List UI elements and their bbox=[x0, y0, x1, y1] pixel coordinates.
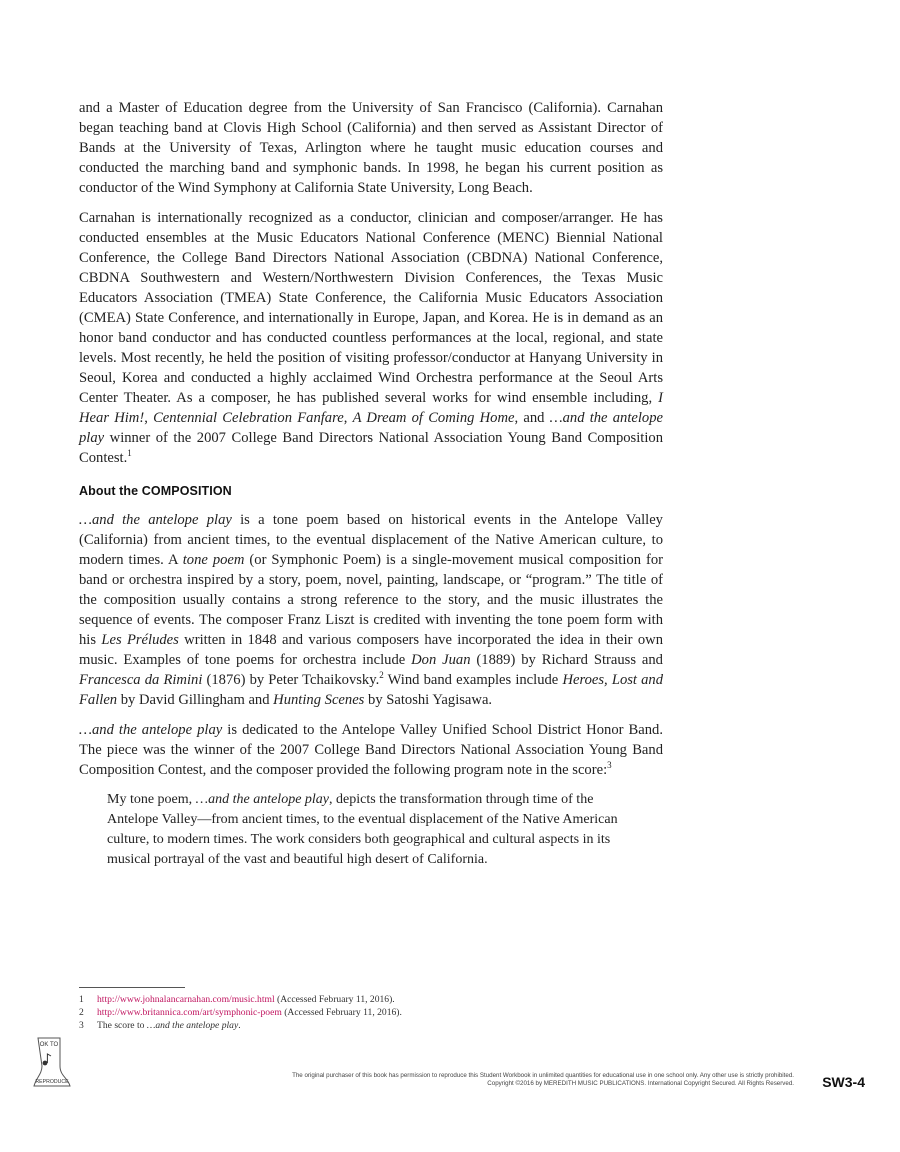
text-run: , and bbox=[514, 410, 550, 426]
italic-text: I Hear Him! bbox=[79, 390, 663, 426]
text-run: , bbox=[144, 410, 154, 426]
italic-text: Les Préludes bbox=[101, 632, 179, 648]
composition-paragraph-1 bbox=[79, 510, 663, 710]
italic-text: Centennial Celebration Fanfare bbox=[153, 410, 344, 426]
biography-paragraph-1 bbox=[79, 98, 663, 198]
italic-text: …and the antelope play bbox=[195, 792, 330, 807]
text-run: (or Symphonic Poem) is a single-movement musical composition for band or orchestra inspired by a story, poem, novel, painting, landscape, or “program.” The title of the composition usually contains a strong reference to the story, and the music illustrates the sequence of events. The composer Franz Liszt is credited with inventing the tone poem form with his bbox=[79, 552, 663, 648]
text-run: , bbox=[343, 410, 353, 426]
footnote-3: 3 The score to …and the antelope play. bbox=[79, 1020, 241, 1031]
ok-to-reproduce-icon bbox=[30, 1036, 72, 1088]
text-run: Wind band examples include bbox=[383, 672, 563, 688]
text-run: winner of the 2007 College Band Directors National Association Young Band Composition Contest. bbox=[79, 430, 663, 466]
text-run: (1889) by Richard Strauss and bbox=[470, 652, 663, 668]
footnote-1: 1 http://www.johnalancarnahan.com/music.html (Accessed February 11, 2016). bbox=[79, 994, 395, 1005]
text-run: by Satoshi Yagisawa. bbox=[364, 692, 493, 708]
text-run: and a Master of Education degree from the University of San Francisco (California). Carnahan began teaching band at Clovis High School (California) and then served as Assistant Director of Bands at the University of Texas, Arlington where he taught music education courses and conducted the marching band and symphonic bands. In 1998, he began his current position as conductor of the Wind Symphony at California State University, Long Beach. bbox=[79, 100, 663, 196]
footnote-divider bbox=[79, 987, 185, 988]
italic-text: Francesca da Rimini bbox=[79, 672, 203, 688]
italic-text: …and the antelope play bbox=[79, 410, 663, 446]
italic-text: Hunting Scenes bbox=[273, 692, 365, 708]
text-run: (1876) by Peter Tchaikovsky. bbox=[202, 672, 380, 688]
composition-paragraph-2 bbox=[79, 720, 663, 780]
text-run: , depicts the transformation through time of the Antelope Valley—from ancient times, to the eventual displacement of the Native American culture, to modern times. The work considers both geographical and cultural aspects in its musical portrayal of the vast and beautiful high desert of California. bbox=[107, 792, 618, 867]
italic-text: tone poem bbox=[182, 552, 245, 568]
text-run: by David Gillingham and bbox=[117, 692, 274, 708]
italic-text: Don Juan bbox=[411, 652, 471, 668]
biography-paragraph-2 bbox=[79, 208, 663, 468]
text-run: is a tone poem based on historical events in the Antelope Valley (California) from ancient times, to the eventual displacement of the Native American culture, to modern times. A bbox=[79, 512, 663, 568]
footnote-2-link[interactable]: http://www.britannica.com/art/symphonic-poem bbox=[97, 1007, 282, 1018]
italic-text: Heroes, Lost and Fallen bbox=[79, 672, 664, 708]
footnote-2: 2 http://www.britannica.com/art/symphonic-poem (Accessed February 11, 2016). bbox=[79, 1007, 402, 1018]
text-run: My tone poem, bbox=[107, 792, 196, 807]
italic-text: …and the antelope play bbox=[79, 722, 223, 738]
music-note-icon bbox=[43, 1061, 48, 1066]
footnote-ref: 1 bbox=[127, 448, 132, 459]
italic-text: …and the antelope play bbox=[79, 512, 232, 528]
footnote-ref: 3 bbox=[607, 760, 612, 771]
page-number: SW3-4 bbox=[822, 1074, 865, 1090]
text-run: Carnahan is internationally recognized as a conductor, clinician and composer/arranger. He has conducted ensembles at the Music Educators National Conference (MENC) Biennial National Conference, the College Band Directors National Association (CBDNA) National Conference, CBDNA Southwestern and Western/Northwestern Division Conferences, the Texas Music Educators Association (TMEA) State Conference, the California Music Educators Association (CMEA) State Conference, and internationally in Europe, Japan, and Korea. He is in demand as an honor band conductor and has conducted countless performances at the local, regional, and state levels. Most recently, he held the position of visiting professor/conductor at Hanyang University in Seoul, Korea and conducted a highly acclaimed Wind Orchestra performance at the Seoul Arts Center Theater. As a composer, he has published several works for wind ensemble including, bbox=[79, 210, 663, 406]
footnote-ref: 2 bbox=[379, 670, 384, 681]
footer-line-1: The original purchaser of this book has permission to reproduce this Student Workbook in unlimited quantities for educational use in one school only. Any other use is strictly prohibited. bbox=[292, 1072, 794, 1079]
copyright-notice bbox=[80, 1072, 794, 1088]
main-content bbox=[79, 98, 663, 870]
badge-line2: REPRODUCE bbox=[35, 1079, 69, 1085]
badge-line1: OK TO bbox=[39, 1042, 59, 1048]
text-run: written in 1848 and various composers have incorporated the idea in their own music. Examples of tone poems for orchestra include bbox=[79, 632, 663, 668]
footnotes bbox=[79, 993, 402, 1032]
program-note-quote bbox=[107, 790, 635, 870]
footer-line-2: Copyright ©2016 by MEREDITH MUSIC PUBLICATIONS. International Copyright Secured. All Rights Reserved. bbox=[487, 1080, 794, 1087]
italic-text: A Dream of Coming Home bbox=[352, 410, 515, 426]
section-heading: About the COMPOSITION bbox=[79, 484, 232, 498]
footnote-1-link[interactable]: http://www.johnalancarnahan.com/music.html bbox=[97, 994, 275, 1005]
text-run: is dedicated to the Antelope Valley Unified School District Honor Band. The piece was the winner of the 2007 College Band Directors National Association Young Band Composition Contest, and the composer provided the following program note in the score: bbox=[79, 722, 663, 778]
